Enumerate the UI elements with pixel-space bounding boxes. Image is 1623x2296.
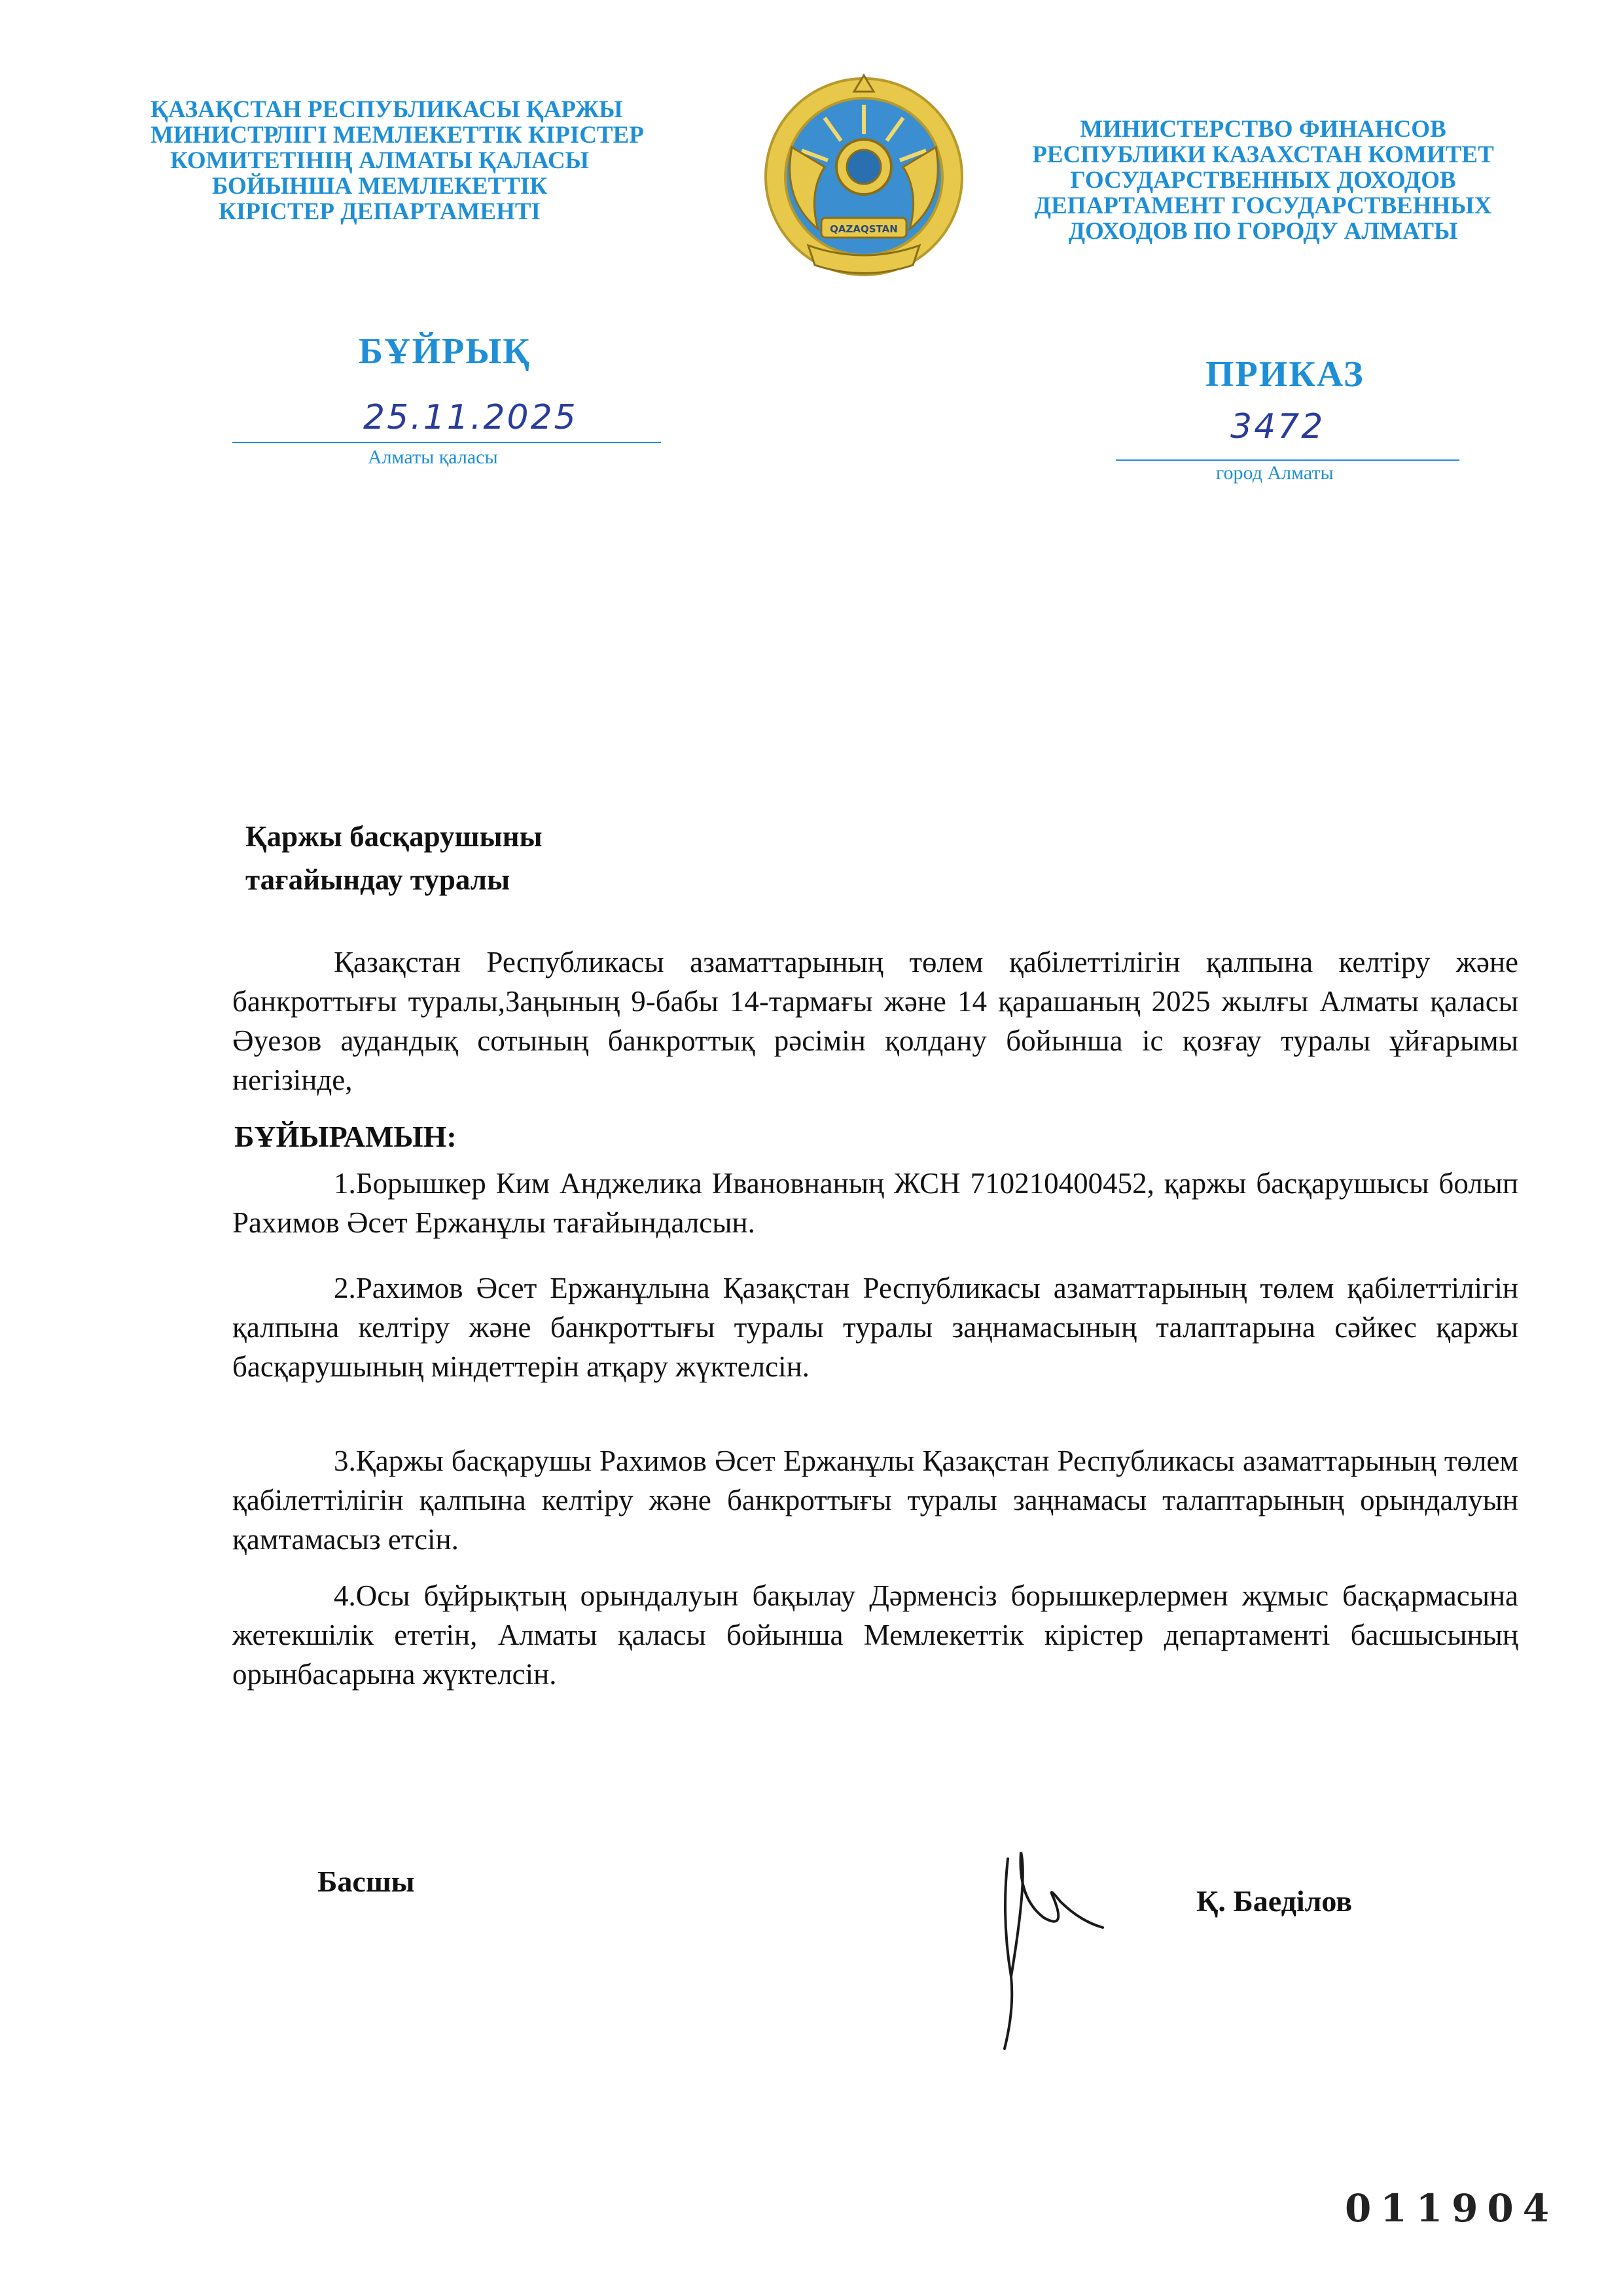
header-left-line: КІРІСТЕР ДЕПАРТАМЕНТІ <box>219 198 541 225</box>
order-item-4 <box>232 1576 1518 1694</box>
city-kz: Алматы қаласы <box>368 446 498 468</box>
order-item-text: 1.Борышкер Ким Анджелика Ивановнаның ЖСН 710210400452, қаржы басқарушысы болып Рахимов Әсет Ержанұлы тағайындалсын. <box>232 1167 1518 1239</box>
header-left-line: МИНИСТРЛІГІ МЕМЛЕКЕТТІК КІРІСТЕР <box>151 122 644 149</box>
order-date-handwritten: 25.11.2025 <box>363 398 578 437</box>
order-word: БҰЙЫРАМЫН: <box>234 1120 457 1153</box>
header-right-line: ДЕПАРТАМЕНТ ГОСУДАРСТВЕННЫХ <box>1034 192 1492 219</box>
header-right-line: ДОХОДОВ ПО ГОРОДУ АЛМАТЫ <box>1068 218 1458 245</box>
signatory-role: Басшы <box>317 1865 415 1898</box>
number-underline <box>1116 459 1459 461</box>
order-item-text: 3.Қаржы басқарушы Рахимов Әсет Ержанұлы Қазақстан Республикасы азаматтарының төлем қабілеттілігін қалпына келтіру және банкроттығы туралы заңнамасы талаптарының орындалуын қамтамасыз етсін. <box>232 1444 1518 1556</box>
document-title <box>245 815 543 901</box>
doc-type-ru: ПРИКАЗ <box>1205 354 1364 395</box>
signature-icon <box>982 1839 1106 2055</box>
order-number-handwritten: 3472 <box>1230 407 1325 446</box>
emblem-text: QAZAQSTAN <box>830 223 898 235</box>
order-item-text: 4.Осы бұйрықтың орындалуын бақылау Дәрменсіз борышкерлермен жұмыс басқармасына жетекшілік ететін, Алматы қаласы бойынша Мемлекеттік кірістер департаменті басшысының орынбасарына жүктелсін. <box>232 1579 1518 1691</box>
header-right-line: ГОСУДАРСТВЕННЫХ ДОХОДОВ <box>1070 167 1456 194</box>
title-line: Қаржы басқарушыны <box>245 820 543 853</box>
date-underline <box>232 442 661 443</box>
order-item-text: 2.Рахимов Әсет Ержанұлына Қазақстан Республикасы азаматтарының төлем қабілеттілігін қалпына келтіру және банкроттығы туралы туралы заңнамасының талаптарына сәйкес қаржы басқарушының міндеттерін атқару жүктелсін. <box>232 1272 1518 1383</box>
title-line: тағайындау туралы <box>245 863 510 896</box>
header-right-line: РЕСПУБЛИКИ КАЗАХСТАН КОМИТЕТ <box>1032 141 1494 168</box>
order-item-3 <box>232 1441 1518 1559</box>
header-left-line: ҚАЗАҚСТАН РЕСПУБЛИКАСЫ ҚАРЖЫ <box>151 96 623 123</box>
doc-type-kz: БҰЙРЫҚ <box>359 331 531 372</box>
intro-text: Қазақстан Республикасы азаматтарының төлем қабілеттілігін қалпына келтіру және банкроттығы туралы,Заңының 9-бабы 14-тармағы және 14 қарашаның 2025 жылғы Алматы қаласы Әуезов аудандық сотының банкроттық рәсімін қолдану бойынша іс қозғау туралы ұйғарымы негізінде, <box>232 946 1518 1096</box>
state-emblem-icon <box>746 69 982 298</box>
intro-paragraph <box>232 942 1518 1100</box>
city-ru: город Алматы <box>1216 462 1334 484</box>
header-right-institution-ru <box>1008 117 1518 244</box>
order-item-2 <box>232 1268 1518 1386</box>
header-left-institution-kz <box>151 96 644 225</box>
serial-number: 011904 <box>1345 2186 1559 2231</box>
signatory-name: Қ. Баеділов <box>1196 1884 1353 1918</box>
header-left-line: КОМИТЕТІНІҢ АЛМАТЫ ҚАЛАСЫ <box>169 147 590 174</box>
order-item-1 <box>232 1164 1518 1242</box>
header-right-line: МИНИСТЕРСТВО ФИНАНСОВ <box>1080 116 1446 143</box>
header-left-line: БОЙЫНША МЕМЛЕКЕТТІК <box>211 173 548 200</box>
